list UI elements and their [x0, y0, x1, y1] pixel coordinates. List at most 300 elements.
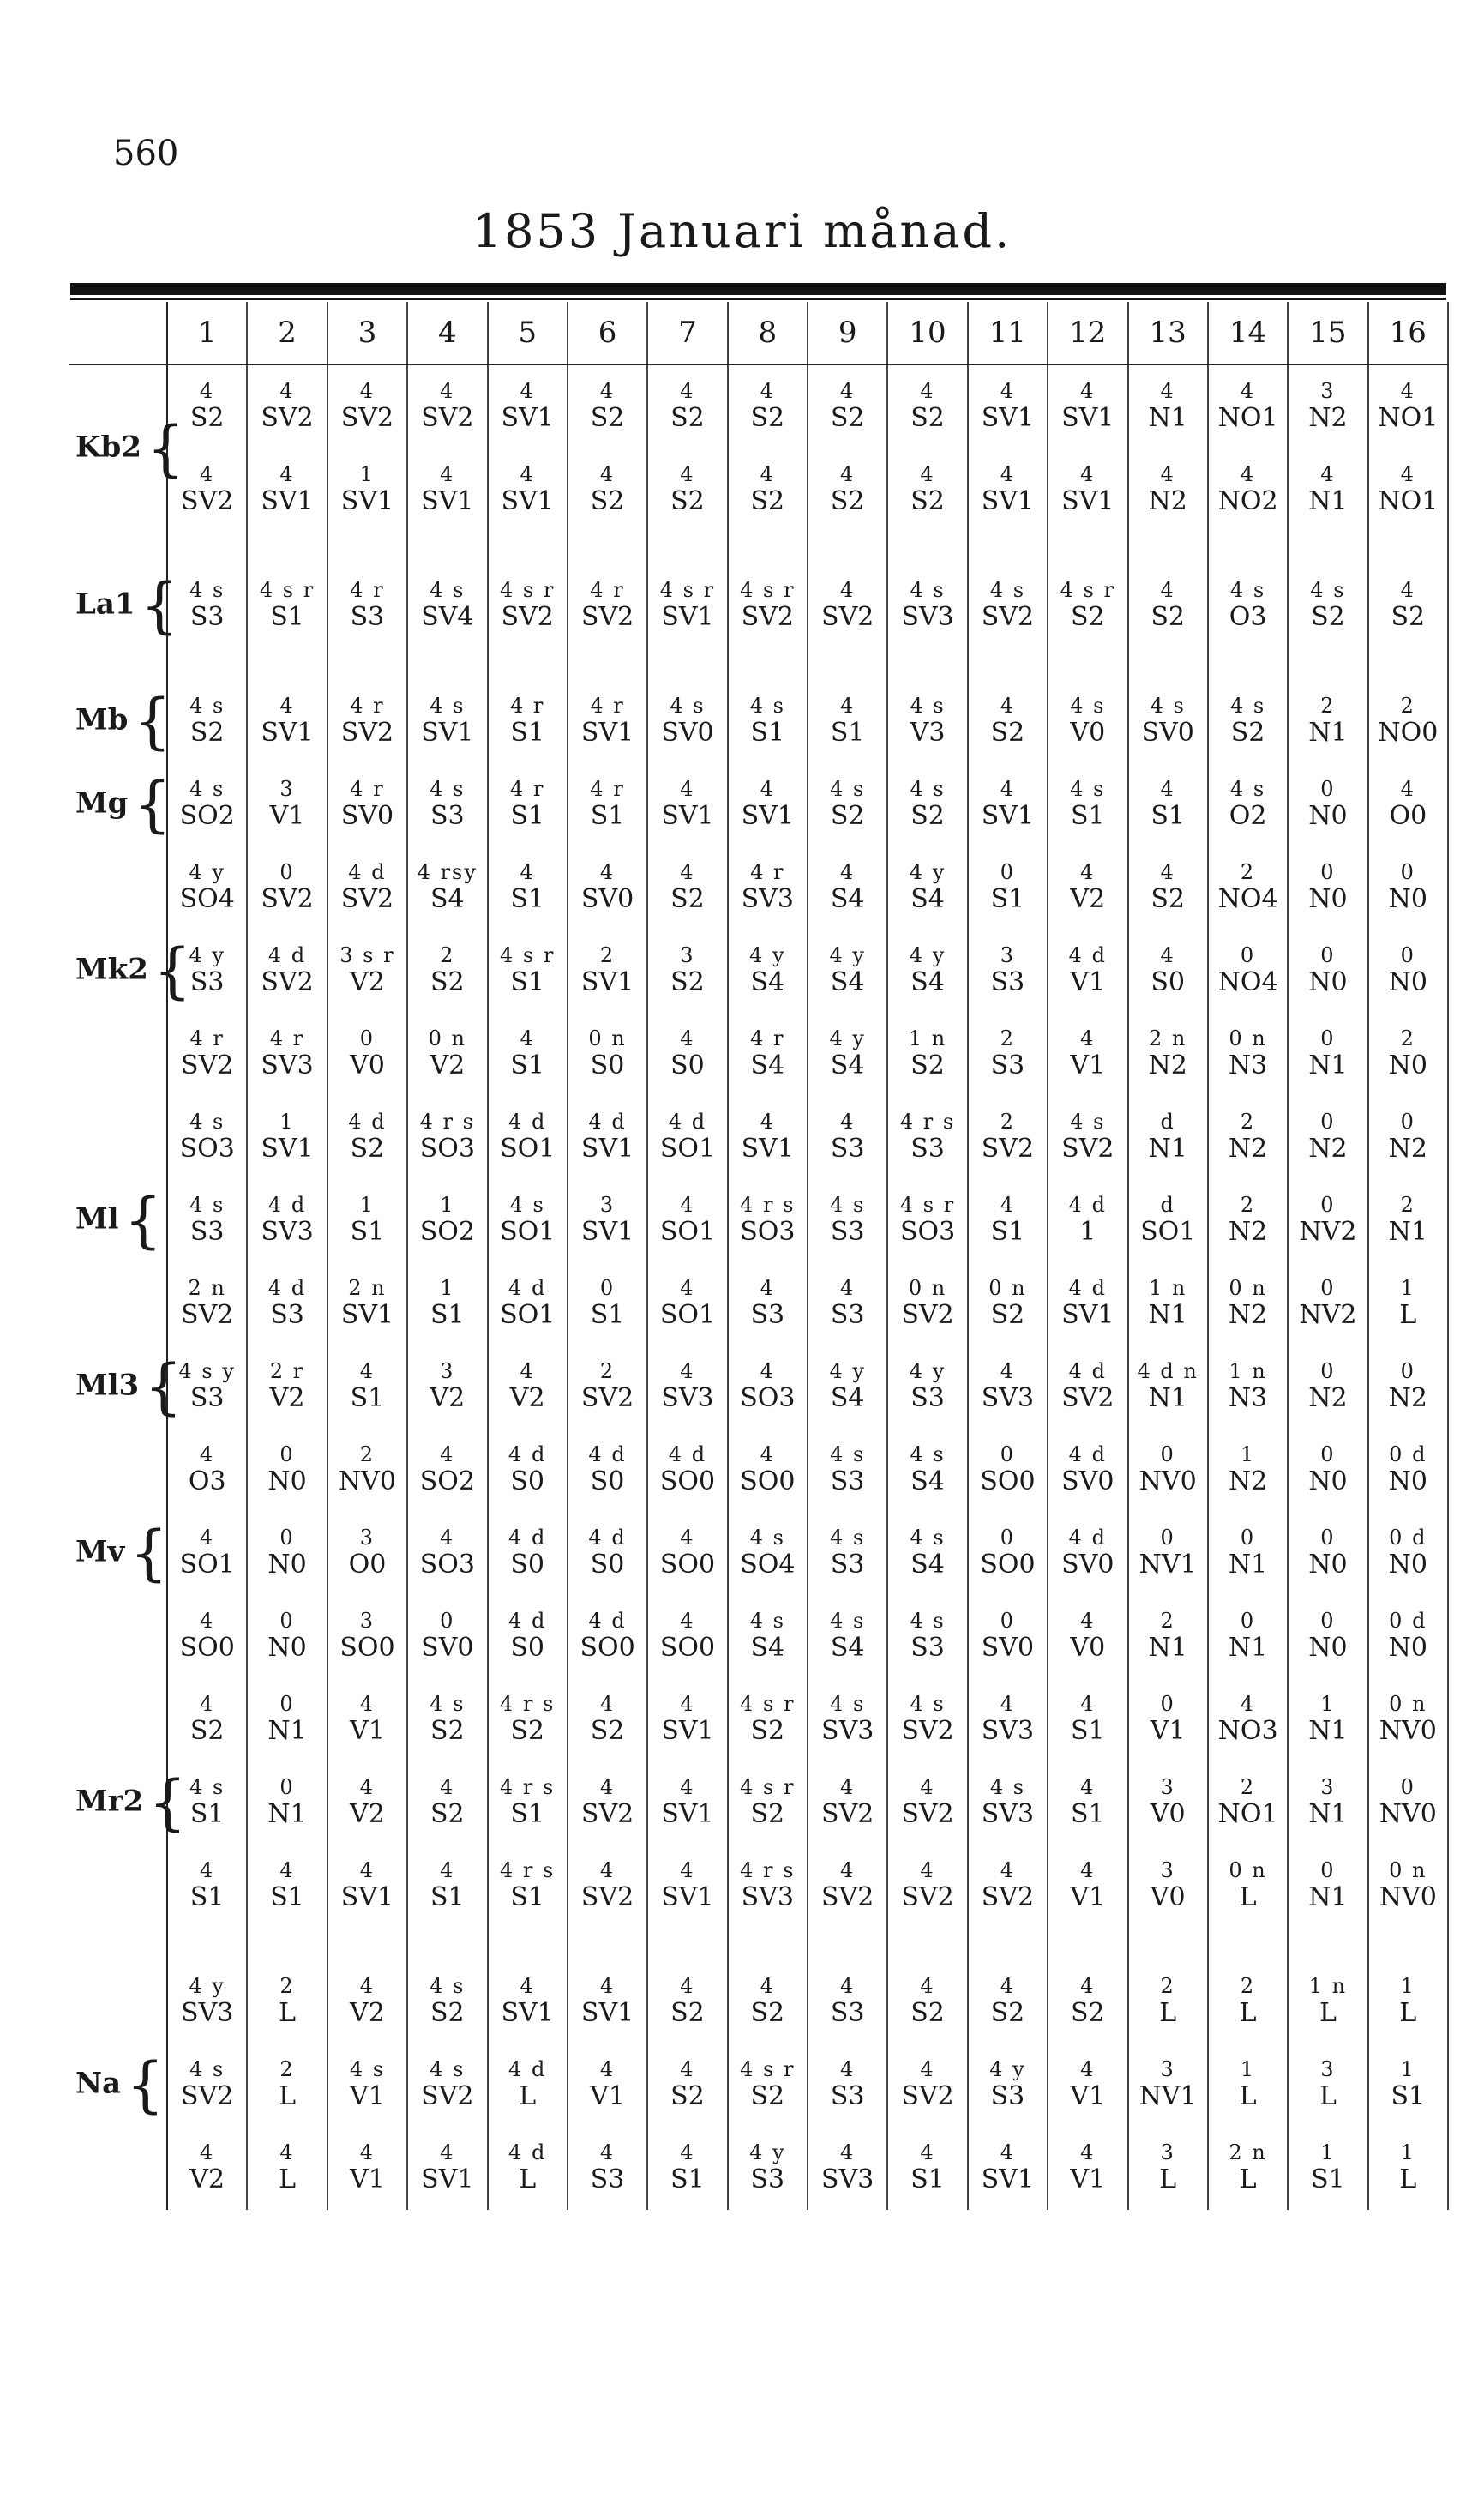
- wind-code: S3: [189, 1217, 225, 1248]
- cloud-code: 4: [920, 379, 935, 404]
- cloud-code: 4: [680, 1359, 695, 1384]
- cloud-code: 2: [1400, 694, 1415, 719]
- column-header: 13: [1128, 302, 1208, 364]
- observation-cell: [568, 1013, 647, 1096]
- cloud-code: 4 r s: [419, 1110, 475, 1135]
- wind-code: S3: [750, 2164, 785, 2195]
- cloud-code: 4: [920, 462, 935, 487]
- observation-cell: [808, 930, 887, 1013]
- observation-cell: [488, 763, 568, 846]
- observation-cell: [327, 930, 407, 1013]
- cloud-code: 0 d: [1389, 1526, 1427, 1550]
- observation-cell: [728, 1262, 808, 1345]
- cloud-code: 4 s r: [740, 1775, 796, 1800]
- cloud-code: 4: [680, 1974, 695, 1999]
- cloud-code: 4 s: [910, 1442, 946, 1467]
- wind-code: S3: [750, 1300, 785, 1331]
- cloud-code: 4 r s: [500, 1692, 556, 1717]
- wind-code: L: [1239, 2081, 1257, 2112]
- observation-cell: [887, 1512, 967, 1595]
- cloud-code: 4: [599, 1692, 616, 1717]
- observation-cell: [1208, 763, 1288, 846]
- wind-code: SV0: [340, 801, 394, 832]
- observation-cell: [407, 364, 487, 448]
- observation-cell: [1368, 1678, 1448, 1761]
- wind-code: SO0: [659, 1550, 716, 1580]
- wind-code: SV1: [661, 1716, 714, 1747]
- wind-code: S1: [510, 801, 544, 832]
- wind-code: V0: [1150, 1882, 1186, 1913]
- observation-cell: [327, 1845, 407, 1928]
- cloud-code: 0: [1000, 1609, 1016, 1634]
- wind-code: NO1: [1217, 403, 1278, 434]
- cloud-code: 4 s: [189, 777, 225, 802]
- observation-cell: [1288, 680, 1367, 763]
- cloud-code: 4 s r: [899, 1193, 956, 1218]
- cloud-code: 4: [920, 1858, 935, 1883]
- wind-code: S1: [189, 1799, 225, 1830]
- station-label: Ml{: [69, 1096, 167, 1345]
- wind-code: S2: [670, 1998, 705, 2029]
- cloud-code: 4: [279, 2140, 295, 2165]
- observation-cell: [1128, 1960, 1208, 2043]
- observation-cell: [167, 680, 247, 763]
- cloud-code: 4 s: [830, 1442, 866, 1467]
- observation-cell: [728, 1013, 808, 1096]
- wind-code: L: [1239, 1882, 1257, 1913]
- wind-code: N0: [1308, 1633, 1348, 1664]
- cloud-code: 4: [840, 2057, 856, 2082]
- wind-code: SV1: [580, 1217, 634, 1248]
- wind-code: S2: [670, 884, 705, 915]
- cloud-code: 4 r s: [500, 1858, 556, 1883]
- observation-cell: [488, 1678, 568, 1761]
- station-label: Mr2{: [69, 1678, 167, 1928]
- wind-code: V1: [350, 2164, 385, 2195]
- observation-cell: [488, 2127, 568, 2210]
- cloud-code: 3: [1160, 2140, 1175, 2165]
- cloud-code: 4 s: [910, 777, 946, 802]
- cloud-code: 0 n: [908, 1276, 947, 1301]
- cloud-code: 4: [359, 1359, 376, 1384]
- wind-code: SO0: [980, 1550, 1036, 1580]
- observation-cell: [808, 846, 887, 930]
- cloud-code: 0: [1320, 1276, 1336, 1301]
- cloud-code: 4 d: [508, 1609, 547, 1634]
- cloud-code: 4 d: [1068, 1526, 1107, 1550]
- observation-cell: [728, 364, 808, 448]
- wind-code: SO1: [659, 1217, 716, 1248]
- column-header: 15: [1288, 302, 1367, 364]
- observation-cell: [887, 680, 967, 763]
- wind-code: L: [1239, 1998, 1257, 2029]
- wind-code: SO0: [179, 1633, 235, 1664]
- wind-code: L: [1239, 2164, 1257, 2195]
- observation-cell: [1288, 1345, 1367, 1429]
- column-header: 12: [1048, 302, 1127, 364]
- observation-cell: [167, 1960, 247, 2043]
- wind-code: V2: [509, 1383, 545, 1414]
- observation-cell: [887, 1595, 967, 1678]
- cloud-code: 0: [1320, 1110, 1336, 1135]
- spacer-row: [69, 532, 1448, 564]
- column-header-row: [69, 302, 1448, 364]
- cloud-code: 4 s: [989, 1775, 1026, 1800]
- cloud-code: 4 d: [267, 1193, 307, 1218]
- cloud-code: 4 s: [430, 2057, 466, 2082]
- cloud-code: 4 s: [189, 1110, 225, 1135]
- cloud-code: 4: [520, 1359, 535, 1384]
- wind-code: SV1: [340, 1882, 394, 1913]
- cloud-code: 2: [1000, 1026, 1016, 1051]
- observation-cell: [647, 1262, 727, 1345]
- wind-code: N2: [1388, 1134, 1427, 1165]
- cloud-code: 3: [1320, 1775, 1336, 1800]
- observation-cell: [887, 763, 967, 846]
- observation-cell: [647, 1096, 727, 1179]
- wind-code: S3: [990, 2081, 1025, 2112]
- observation-cell: [1208, 448, 1288, 532]
- observation-cell: [327, 448, 407, 532]
- station-row: [69, 1096, 1448, 1179]
- cloud-code: 4: [1080, 1692, 1096, 1717]
- cloud-code: 4 s r: [740, 578, 796, 603]
- cloud-code: 0: [599, 1276, 616, 1301]
- cloud-code: 4: [840, 1276, 856, 1301]
- cloud-code: 2 n: [348, 1276, 387, 1301]
- observation-cell: [647, 1013, 727, 1096]
- cloud-code: 4: [440, 462, 455, 487]
- wind-code: SV2: [501, 602, 554, 633]
- cloud-code: 4: [1400, 379, 1415, 404]
- observation-cell: [1128, 763, 1208, 846]
- wind-code: SV1: [580, 967, 634, 998]
- cloud-code: 4: [200, 1526, 215, 1550]
- cloud-code: 4 d: [1068, 943, 1107, 968]
- observation-cell: [728, 1960, 808, 2043]
- cloud-code: 4: [440, 1526, 455, 1550]
- observation-cell: [808, 364, 887, 448]
- cloud-code: 0: [1000, 860, 1016, 885]
- observation-cell: [1048, 1013, 1127, 1096]
- wind-code: SV0: [421, 1633, 474, 1664]
- observation-cell: [568, 2127, 647, 2210]
- cloud-code: 4: [279, 694, 295, 719]
- observation-cell: [1288, 1013, 1367, 1096]
- cloud-code: 3: [599, 1193, 616, 1218]
- station-row: [69, 1761, 1448, 1845]
- cloud-code: 0: [359, 1026, 376, 1051]
- wind-code: V2: [350, 1998, 385, 2029]
- cloud-code: 4 s r: [740, 1692, 796, 1717]
- cloud-code: 0: [1160, 1442, 1175, 1467]
- wind-code: S2: [1311, 602, 1345, 633]
- column-header: 3: [327, 302, 407, 364]
- observation-cell: [647, 1345, 727, 1429]
- observation-cell: [808, 1595, 887, 1678]
- wind-code: SV1: [741, 1134, 794, 1165]
- cloud-code: 4: [520, 1026, 535, 1051]
- observation-cell: [647, 1512, 727, 1595]
- observation-cell: [1288, 1096, 1367, 1179]
- cloud-code: 4: [200, 462, 215, 487]
- observation-cell: [1128, 1179, 1208, 1262]
- wind-code: SV0: [1141, 718, 1194, 749]
- observation-cell: [647, 1179, 727, 1262]
- wind-code: S1: [1151, 801, 1185, 832]
- wind-code: SV1: [421, 2164, 474, 2195]
- observation-cell: [1288, 448, 1367, 532]
- cloud-code: 1: [1320, 1692, 1336, 1717]
- observation-cell: [968, 763, 1048, 846]
- observation-cell: [1208, 1678, 1288, 1761]
- wind-code: S3: [910, 1633, 945, 1664]
- wind-code: L: [1319, 2081, 1337, 2112]
- observation-cell: [728, 1512, 808, 1595]
- wind-code: SV2: [1061, 1134, 1115, 1165]
- cloud-code: 4 r: [189, 1026, 225, 1051]
- observation-cell: [728, 763, 808, 846]
- cloud-code: 4 r s: [500, 1775, 556, 1800]
- cloud-code: 4: [680, 379, 695, 404]
- cloud-code: 4 s: [910, 578, 946, 603]
- wind-code: SV1: [1061, 1300, 1115, 1331]
- wind-code: SO1: [500, 1217, 556, 1248]
- cloud-code: 4: [440, 1858, 455, 1883]
- observation-cell: [647, 564, 727, 647]
- cloud-code: 0 n: [1229, 1276, 1267, 1301]
- observation-cell: [327, 2043, 407, 2127]
- observation-cell: [568, 1845, 647, 1928]
- wind-code: SV0: [661, 718, 714, 749]
- wind-code: S3: [830, 1466, 865, 1497]
- cloud-code: 4: [599, 462, 616, 487]
- cloud-code: 4 d: [588, 1442, 627, 1467]
- station-row: [69, 846, 1448, 930]
- cloud-code: 4 y: [189, 1974, 225, 1999]
- observation-cell: [887, 846, 967, 930]
- station-row: [69, 2127, 1448, 2210]
- cloud-code: 1: [440, 1276, 455, 1301]
- observation-cell: [1368, 1595, 1448, 1678]
- observation-cell: [1128, 1845, 1208, 1928]
- cloud-code: 4: [1400, 578, 1415, 603]
- observation-cell: [568, 1179, 647, 1262]
- wind-code: SV3: [981, 1383, 1035, 1414]
- cloud-code: 4 s r: [659, 578, 716, 603]
- observation-cell: [968, 1262, 1048, 1345]
- wind-code: L: [1159, 2164, 1177, 2195]
- cloud-code: 4: [680, 462, 695, 487]
- wind-code: N1: [1308, 1050, 1348, 1081]
- observation-cell: [1208, 846, 1288, 930]
- cloud-code: 4: [1000, 2140, 1016, 2165]
- cloud-code: 0: [1400, 943, 1415, 968]
- wind-code: S4: [750, 1050, 785, 1081]
- observation-cell: [1048, 1595, 1127, 1678]
- wind-code: N0: [1308, 967, 1348, 998]
- column-header: 8: [728, 302, 808, 364]
- cloud-code: 4: [1080, 1026, 1096, 1051]
- observation-cell: [1368, 930, 1448, 1013]
- wind-code: N0: [1308, 1466, 1348, 1497]
- cloud-code: 4 s: [910, 1692, 946, 1717]
- cloud-code: 3: [440, 1359, 455, 1384]
- observation-cell: [1368, 1179, 1448, 1262]
- wind-code: SV2: [580, 1383, 634, 1414]
- wind-code: SO2: [419, 1466, 475, 1497]
- observation-cell: [1128, 1678, 1208, 1761]
- cloud-code: 4: [840, 860, 856, 885]
- cloud-code: 4: [599, 2057, 616, 2082]
- observation-cell: [488, 1262, 568, 1345]
- wind-code: SV2: [821, 602, 874, 633]
- wind-code: SV2: [261, 884, 314, 915]
- cloud-code: 1: [440, 1193, 455, 1218]
- wind-code: NO1: [1378, 403, 1439, 434]
- observation-cell: [887, 2043, 967, 2127]
- wind-code: N1: [267, 1799, 307, 1830]
- wind-code: S3: [350, 602, 385, 633]
- cloud-code: 0: [1000, 1442, 1016, 1467]
- wind-code: SV0: [580, 884, 634, 915]
- cloud-code: 0 d: [1389, 1609, 1427, 1634]
- wind-code: N1: [1308, 718, 1348, 749]
- observation-cell: [407, 1960, 487, 2043]
- observation-cell: [968, 1678, 1048, 1761]
- station-row: [69, 1429, 1448, 1512]
- observation-cell: [1208, 1429, 1288, 1512]
- observation-cell: [1368, 1096, 1448, 1179]
- cloud-code: 4: [520, 860, 535, 885]
- wind-code: SV3: [261, 1217, 314, 1248]
- wind-code: S2: [990, 1300, 1025, 1331]
- cloud-code: 4: [760, 379, 775, 404]
- wind-code: SO3: [419, 1550, 475, 1580]
- wind-code: SV2: [901, 1716, 954, 1747]
- wind-code: S0: [590, 1050, 625, 1081]
- observation-cell: [968, 1345, 1048, 1429]
- wind-code: SV1: [340, 1300, 394, 1331]
- wind-code: S4: [910, 967, 945, 998]
- observation-cell: [808, 2043, 887, 2127]
- observation-cell: [968, 1013, 1048, 1096]
- cloud-code: 1: [1240, 1442, 1256, 1467]
- cloud-code: 2: [599, 1359, 616, 1384]
- cloud-code: 4: [840, 1974, 856, 1999]
- observation-cell: [968, 448, 1048, 532]
- wind-code: SV2: [421, 2081, 474, 2112]
- observation-cell: [968, 2127, 1048, 2210]
- wind-code: S2: [510, 1716, 544, 1747]
- cloud-code: 4: [760, 1974, 775, 1999]
- observation-cell: [1208, 1761, 1288, 1845]
- observation-cell: [968, 1761, 1048, 1845]
- observation-cell: [407, 1096, 487, 1179]
- wind-code: NV2: [1299, 1300, 1357, 1331]
- observation-cell: [1128, 1013, 1208, 1096]
- wind-code: SV2: [901, 1300, 954, 1331]
- observation-cell: [1208, 1960, 1288, 2043]
- observation-cell: [1288, 1179, 1367, 1262]
- observation-cell: [1128, 2043, 1208, 2127]
- observation-cell: [488, 1179, 568, 1262]
- wind-code: V1: [590, 2081, 625, 2112]
- observation-cell: [1368, 1013, 1448, 1096]
- wind-code: SO0: [659, 1466, 716, 1497]
- page-title: 1853 Januari månad.: [472, 204, 1012, 258]
- cloud-code: 4 s: [509, 1193, 545, 1218]
- observation-cell: [327, 1262, 407, 1345]
- cloud-code: 4 s r: [500, 943, 556, 968]
- observation-cell: [808, 680, 887, 763]
- wind-code: SV2: [580, 602, 634, 633]
- cloud-code: 4 y: [749, 2140, 786, 2165]
- observation-cell: [1128, 930, 1208, 1013]
- cloud-code: 4: [920, 1775, 935, 1800]
- observation-cell: [488, 1761, 568, 1845]
- observation-cell: [1208, 1595, 1288, 1678]
- cloud-code: 4: [1080, 860, 1096, 885]
- observation-cell: [1128, 448, 1208, 532]
- wind-code: S1: [510, 884, 544, 915]
- observation-cell: [1288, 1595, 1367, 1678]
- cloud-code: 4: [840, 1858, 856, 1883]
- wind-code: SV3: [741, 884, 794, 915]
- cloud-code: 4: [359, 2140, 376, 2165]
- wind-code: S2: [189, 403, 225, 434]
- wind-code: SV2: [261, 403, 314, 434]
- wind-code: N1: [1148, 1300, 1187, 1331]
- cloud-code: 0 n: [588, 1026, 627, 1051]
- wind-code: NV0: [1379, 1799, 1437, 1830]
- wind-code: V3: [910, 718, 946, 749]
- observation-cell: [647, 364, 727, 448]
- cloud-code: 4 r s: [899, 1110, 956, 1135]
- cloud-code: 0: [1320, 1359, 1336, 1384]
- observation-cell: [488, 564, 568, 647]
- observation-cell: [808, 763, 887, 846]
- wind-code: SV2: [181, 1050, 234, 1081]
- wind-code: S4: [830, 967, 865, 998]
- cloud-code: 0: [1000, 1526, 1016, 1550]
- cloud-code: 4 y: [909, 1359, 946, 1384]
- cloud-code: 4 s: [1310, 578, 1346, 603]
- observation-cell: [1208, 1512, 1288, 1595]
- observation-cell: [488, 1429, 568, 1512]
- observation-cell: [568, 763, 647, 846]
- cloud-code: 4: [440, 2140, 455, 2165]
- wind-code: V1: [1070, 2081, 1106, 2112]
- wind-code: V1: [350, 1716, 385, 1747]
- cloud-code: 4 r: [750, 1026, 785, 1051]
- observation-cell: [247, 1262, 327, 1345]
- observation-cell: [1128, 1429, 1208, 1512]
- cloud-code: 4 s: [830, 1526, 866, 1550]
- wind-code: S1: [510, 1882, 544, 1913]
- cloud-code: 4: [359, 1974, 376, 1999]
- station-row: [69, 1179, 1448, 1262]
- wind-code: O0: [1389, 801, 1427, 832]
- wind-code: S1: [830, 718, 865, 749]
- station-row: [69, 1013, 1448, 1096]
- observation-cell: [488, 364, 568, 448]
- wind-code: SV1: [1061, 486, 1115, 517]
- cloud-code: 0: [1320, 943, 1336, 968]
- cloud-code: 4: [440, 1442, 455, 1467]
- wind-code: S4: [910, 1466, 945, 1497]
- wind-code: SO0: [659, 1633, 716, 1664]
